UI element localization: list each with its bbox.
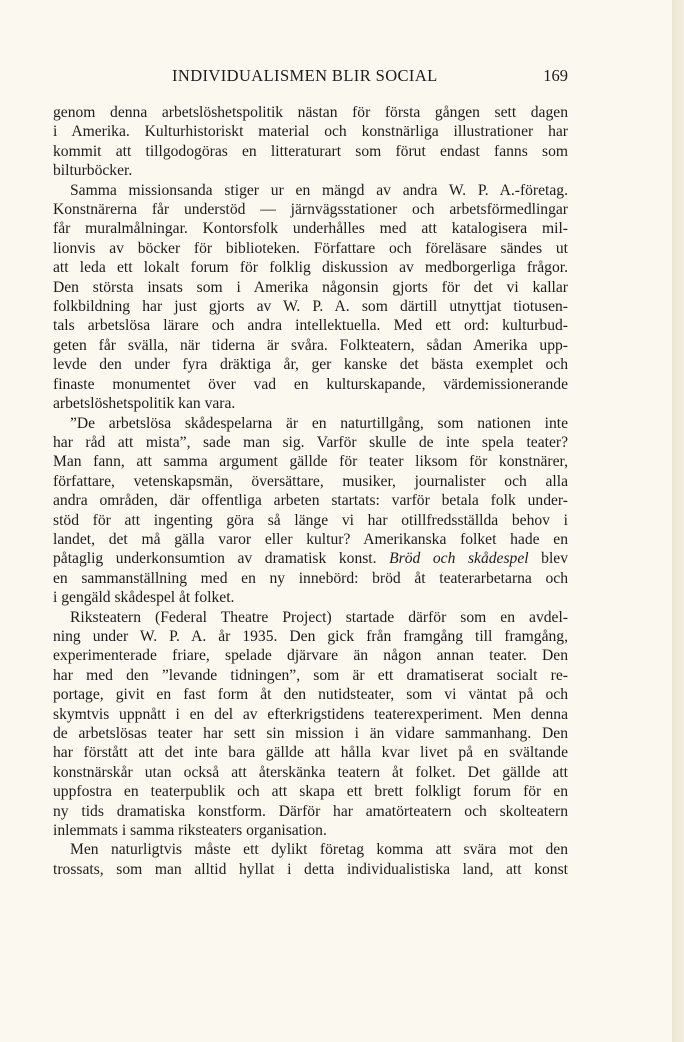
- justified-row: [53, 375, 568, 394]
- justified-row: [53, 705, 568, 724]
- text-line: genom denna arbetslöshetspolitik nästan för första gången sett dagen: [53, 104, 568, 121]
- page-number: 169: [543, 66, 568, 85]
- text-line: trossats, som man alltid hyllat i detta individualistiska land, att konst: [53, 860, 568, 878]
- text-line: Men naturligtvis måste ett dylikt företag komma att svära mot den: [70, 841, 568, 859]
- text-line: påtaglig underkonsumtion av dramatisk konst.: [53, 550, 377, 568]
- justified-row: [53, 336, 568, 355]
- text-line: konstnärskår utan också att återskänka teatern åt folket. Det gällde att: [53, 763, 568, 781]
- text-line: levde den under fyra dräktiga år, ger kanske det bästa exemplet och: [53, 356, 568, 374]
- text-line: landet, det må gälla varor eller kultur? Amerikanska folket hade en: [53, 530, 568, 548]
- text-line: stöd för att ingenting göra så länge vi har otillfredsställda behov i: [53, 511, 568, 529]
- justified-row: [53, 685, 568, 704]
- text-line: kommit att tillgodogöras en litteraturart som förut endast fanns som: [53, 142, 568, 160]
- paragraph-2-end: [53, 394, 568, 413]
- text-line: i gengäld skådespel åt folket.: [53, 589, 235, 607]
- justified-row: [53, 472, 568, 491]
- justified-row: [53, 763, 568, 782]
- page-header: [52, 66, 568, 90]
- text-line: experimenterade friare, spelade djärvare än någon annan teater. Den: [53, 647, 568, 665]
- text-line: folkbildning har just gjorts av W. P. A. som därtill utnyttjat tiotusen-: [53, 298, 568, 316]
- text-line: ning under W. P. A. år 1935. Den gick från framgång till framgång,: [53, 627, 568, 645]
- justified-row: [53, 239, 568, 258]
- paragraph-3: [53, 414, 568, 433]
- justified-row: [53, 355, 568, 374]
- text-line: Konstnärerna får understöd — järnvägsstationer och arbetsförmedlingar: [53, 201, 568, 219]
- text-line: andra områden, där offentliga arbeten startats: varför betala folk under-: [53, 492, 568, 510]
- paragraph-1-end: [53, 161, 568, 180]
- justified-row: [53, 219, 568, 238]
- text-line: Den största insats som i Amerika någonsin gjorts för det vi kallar: [53, 278, 568, 296]
- paragraph-3-emphasis-line: [53, 549, 568, 568]
- justified-row: [53, 666, 568, 685]
- text-line: har förstått att det inte bara gällde att hålla kvar livet på en svältande: [53, 744, 568, 762]
- justified-row: [53, 122, 568, 141]
- paragraph-1: [53, 103, 568, 161]
- justified-row: [53, 530, 568, 549]
- paragraph-5-body: [53, 860, 568, 879]
- text-line: författare, vetenskapsmän, översättare, musiker, journalister och alla: [53, 472, 568, 490]
- text-line: ”De arbetslösa skådespelarna är en naturtillgång, som nationen inte: [70, 414, 568, 432]
- justified-row: [53, 200, 568, 219]
- text-line: en sammanställning med en ny innebörd: bröd åt teaterarbetarna och: [53, 569, 568, 587]
- paragraph-4-end: [53, 821, 568, 840]
- text-line: portage, givit en fast form åt den nutidsteater, som vi väntat på och: [53, 686, 568, 704]
- text-line: arbetslöshetspolitik kan vara.: [53, 395, 236, 413]
- justified-row: [53, 297, 568, 316]
- text-line: blev: [541, 550, 569, 568]
- paragraph-3-end: [53, 588, 568, 607]
- text-line: ny tids dramatiska konstform. Därför har amatörteatern och skolteatern: [53, 802, 568, 820]
- text-line: geten får svälla, när tiderna är svåra. Folkteatern, sådan Amerika upp-: [53, 336, 568, 354]
- paragraph-3-body-2: [53, 569, 568, 588]
- running-title: INDIVIDUALISMEN BLIR SOCIAL: [172, 66, 438, 85]
- text-line: tals arbetslösa lärare och andra intellektuella. Med ett ord: kulturbud-: [53, 317, 568, 335]
- text-line: lionvis av böcker för biblioteken. Författare och föreläsare sändes ut: [53, 239, 568, 257]
- justified-row: [53, 142, 568, 161]
- text-line: har med den ”levande tidningen”, som är ett dramatiserat socialt re-: [53, 666, 568, 684]
- emphasis-phrase: Bröd och skådespel: [389, 550, 529, 568]
- justified-row: [53, 278, 568, 297]
- paragraph-5: [53, 840, 568, 859]
- page-edge: [672, 0, 684, 1042]
- justified-row: [53, 258, 568, 277]
- justified-row: [53, 491, 568, 510]
- justified-row: [53, 802, 568, 821]
- paragraph-4-body: [53, 627, 568, 821]
- text-line: Riksteatern (Federal Theatre Project) startade därför som en avdel-: [70, 608, 568, 626]
- text-line: de arbetslösas teater har sett sin mission i än vidare sammanhang. Den: [53, 725, 568, 742]
- paragraph-4: [53, 608, 568, 627]
- body-text: [53, 103, 568, 879]
- text-line: har råd att mista”, sade man sig. Varför skulle de inte spela teater?: [53, 433, 568, 451]
- justified-row: [53, 452, 568, 471]
- justified-row: [53, 433, 568, 452]
- text-line: bilturböcker.: [53, 162, 133, 180]
- text-line: Samma missionsanda stiger ur en mängd av andra W. P. A.-företag.: [70, 181, 568, 199]
- justified-row: [53, 743, 568, 762]
- text-line: Man fann, att samma argument gällde för teater liksom för konstnärer,: [53, 453, 568, 471]
- paragraph-2: [53, 181, 568, 200]
- justified-row: [53, 511, 568, 530]
- paragraph-2-body: [53, 200, 568, 394]
- justified-row: [53, 646, 568, 665]
- justified-row: [53, 103, 568, 122]
- text-line: att leda ett lokalt forum för folklig diskussion av medborgerliga frågor.: [53, 259, 568, 277]
- justified-row: [53, 627, 568, 646]
- text-line: i Amerika. Kulturhistoriskt material och konstnärliga illustrationer har: [53, 123, 568, 141]
- justified-row: [53, 724, 568, 743]
- text-line: inlemmats i samma riksteaters organisation.: [53, 822, 327, 840]
- paragraph-3-body: [53, 433, 568, 549]
- text-line: skymtvis uppnått i en del av efterkrigstidens teaterexperiment. Men denna: [53, 705, 568, 723]
- text-line: uppfostra en teaterpublik och att skapa ett brett folkligt forum för en: [53, 783, 568, 801]
- justified-row: [53, 782, 568, 801]
- text-line: får muralmålningar. Kontorsfolk underhålles med att katalogisera mil-: [53, 220, 568, 238]
- text-line: finaste monumentet över vad en kulturskapande, värdemissionerande: [53, 375, 568, 393]
- justified-row: [53, 316, 568, 335]
